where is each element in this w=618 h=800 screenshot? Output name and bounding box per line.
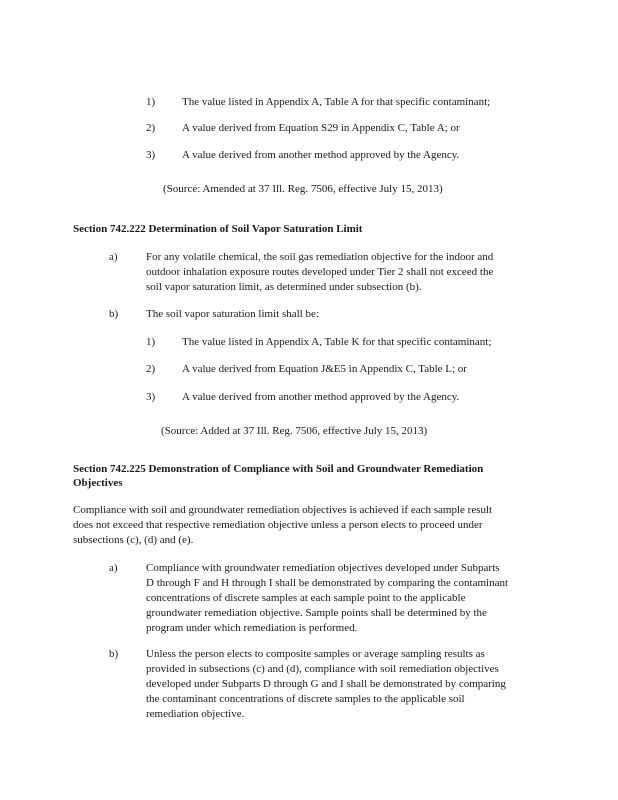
paragraph-line: remediation objective. (146, 708, 245, 720)
subsection-label: b) (109, 308, 119, 320)
list-item-text: The value listed in Appendix A, Table K for that specific contaminant; (182, 336, 492, 348)
list-item-number: 3) (146, 391, 156, 403)
list-item-number: 2) (146, 363, 156, 375)
paragraph-line: developed under Subparts D through G and I shall be demonstrated by comparing (146, 678, 506, 690)
section-heading-continued: Objectives (73, 477, 123, 489)
paragraph-line: The soil vapor saturation limit shall be: (146, 308, 319, 320)
paragraph-line: Compliance with soil and groundwater remediation objectives is achieved if each sample result (73, 504, 493, 516)
source-note: (Source: Amended at 37 Ill. Reg. 7506, effective July 15, 2013) (163, 183, 443, 195)
paragraph-line: For any volatile chemical, the soil gas remediation objective for the indoor and (146, 251, 494, 263)
section-heading: Section 742.222 Determination of Soil Vapor Saturation Limit (73, 223, 363, 235)
list-item-number: 2) (146, 122, 156, 134)
section-heading: Section 742.225 Demonstration of Compliance with Soil and Groundwater Remediation (73, 463, 484, 475)
list-item-number: 3) (146, 149, 156, 161)
list-item-text: The value listed in Appendix A, Table A for that specific contaminant; (182, 96, 491, 108)
paragraph-line: groundwater remediation objective. Sample points shall be determined by the (146, 607, 487, 619)
paragraph-line: the contaminant concentrations of discrete samples to the applicable soil (146, 693, 465, 705)
paragraph-line: Unless the person elects to composite samples or average sampling results as (146, 648, 485, 660)
list-item-number: 1) (146, 96, 156, 108)
list-item-text: A value derived from another method approved by the Agency. (182, 391, 460, 403)
subsection-label: a) (109, 562, 118, 574)
paragraph-line: soil vapor saturation limit, as determined under subsection (b). (146, 281, 422, 293)
paragraph-line: Compliance with groundwater remediation objectives developed under Subparts (146, 562, 500, 574)
paragraph-line: provided in subsections (c) and (d), compliance with soil remediation objectives (146, 663, 499, 675)
subsection-label: b) (109, 648, 119, 660)
list-item-number: 1) (146, 336, 156, 348)
paragraph-line: program under which remediation is performed. (146, 622, 358, 634)
paragraph-line: subsections (c), (d) and (e). (73, 534, 194, 546)
source-note: (Source: Added at 37 Ill. Reg. 7506, effective July 15, 2013) (161, 425, 428, 437)
paragraph-line: does not exceed that respective remediation objective unless a person elects to proceed under (73, 519, 483, 531)
list-item-text: A value derived from Equation J&E5 in Appendix C, Table L; or (182, 363, 467, 375)
subsection-label: a) (109, 251, 118, 263)
list-item-text: A value derived from Equation S29 in Appendix C, Table A; or (182, 122, 460, 134)
paragraph-line: D through F and H through I shall be demonstrated by comparing the contaminant (146, 577, 509, 589)
list-item-text: A value derived from another method approved by the Agency. (182, 149, 460, 161)
paragraph-line: concentrations of discrete samples at each sample point to the applicable (146, 592, 466, 604)
paragraph-line: outdoor inhalation exposure routes developed under Tier 2 shall not exceed the (146, 266, 494, 278)
